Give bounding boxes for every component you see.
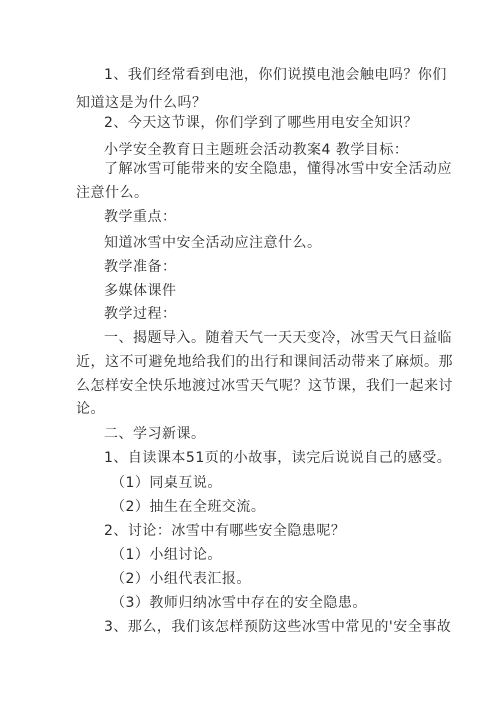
paragraph-line: 1、自读课本51页的小故事，读完后说说自己的感受。 (104, 450, 452, 466)
paragraph-line: 知道冰雪中安全活动应注意什么。 (104, 235, 322, 251)
list-item-line: （2）小组代表汇报。 (111, 571, 251, 587)
section-heading-line: 二、学习新课。 (104, 426, 206, 442)
paragraph-line: 一、揭题导入。随着天气一天天变冷，冰雪天气日益临 (104, 330, 452, 346)
list-item-line: （1）同桌互说。 (111, 475, 222, 491)
paragraph-line: 知道这是为什么吗？ (76, 95, 207, 111)
subheading-line: 教学过程： (104, 306, 177, 322)
paragraph-line: 1、我们经常看到电池，你们说摸电池会触电吗？你们 (104, 67, 447, 83)
subheading-line: 教学重点： (104, 209, 177, 225)
paragraph-line: 论。 (76, 401, 105, 417)
list-item-line: （2）抽生在全班交流。 (111, 499, 266, 515)
paragraph-line: 近，这不可避免地给我们的出行和课间活动带来了麻烦。那 (76, 354, 453, 370)
section-heading-line: 小学安全教育日主题班会活动教案4 教学目标： (104, 142, 409, 158)
subheading-line: 教学准备： (104, 259, 177, 275)
list-item-line: （3）教师归纳冰雪中存在的安全隐患。 (111, 595, 367, 611)
paragraph-line: 注意什么。 (76, 185, 149, 201)
list-item-line: （1）小组讨论。 (111, 547, 222, 563)
paragraph-line: 2、讨论：冰雪中有哪些安全隐患呢？ (104, 523, 346, 539)
paragraph-line: 多媒体课件 (104, 283, 177, 299)
paragraph-line: 了解冰雪可能带来的安全隐患，懂得冰雪中安全活动应 (104, 161, 452, 177)
paragraph-line: 2、今天这节课，你们学到了哪些用电安全知识？ (104, 115, 418, 131)
paragraph-line: 3、那么，我们该怎样预防这些冰雪中常见的'安全事故 (104, 619, 452, 635)
paragraph-line: 么怎样安全快乐地渡过冰雪天气呢？这节课，我们一起来讨 (76, 378, 453, 394)
